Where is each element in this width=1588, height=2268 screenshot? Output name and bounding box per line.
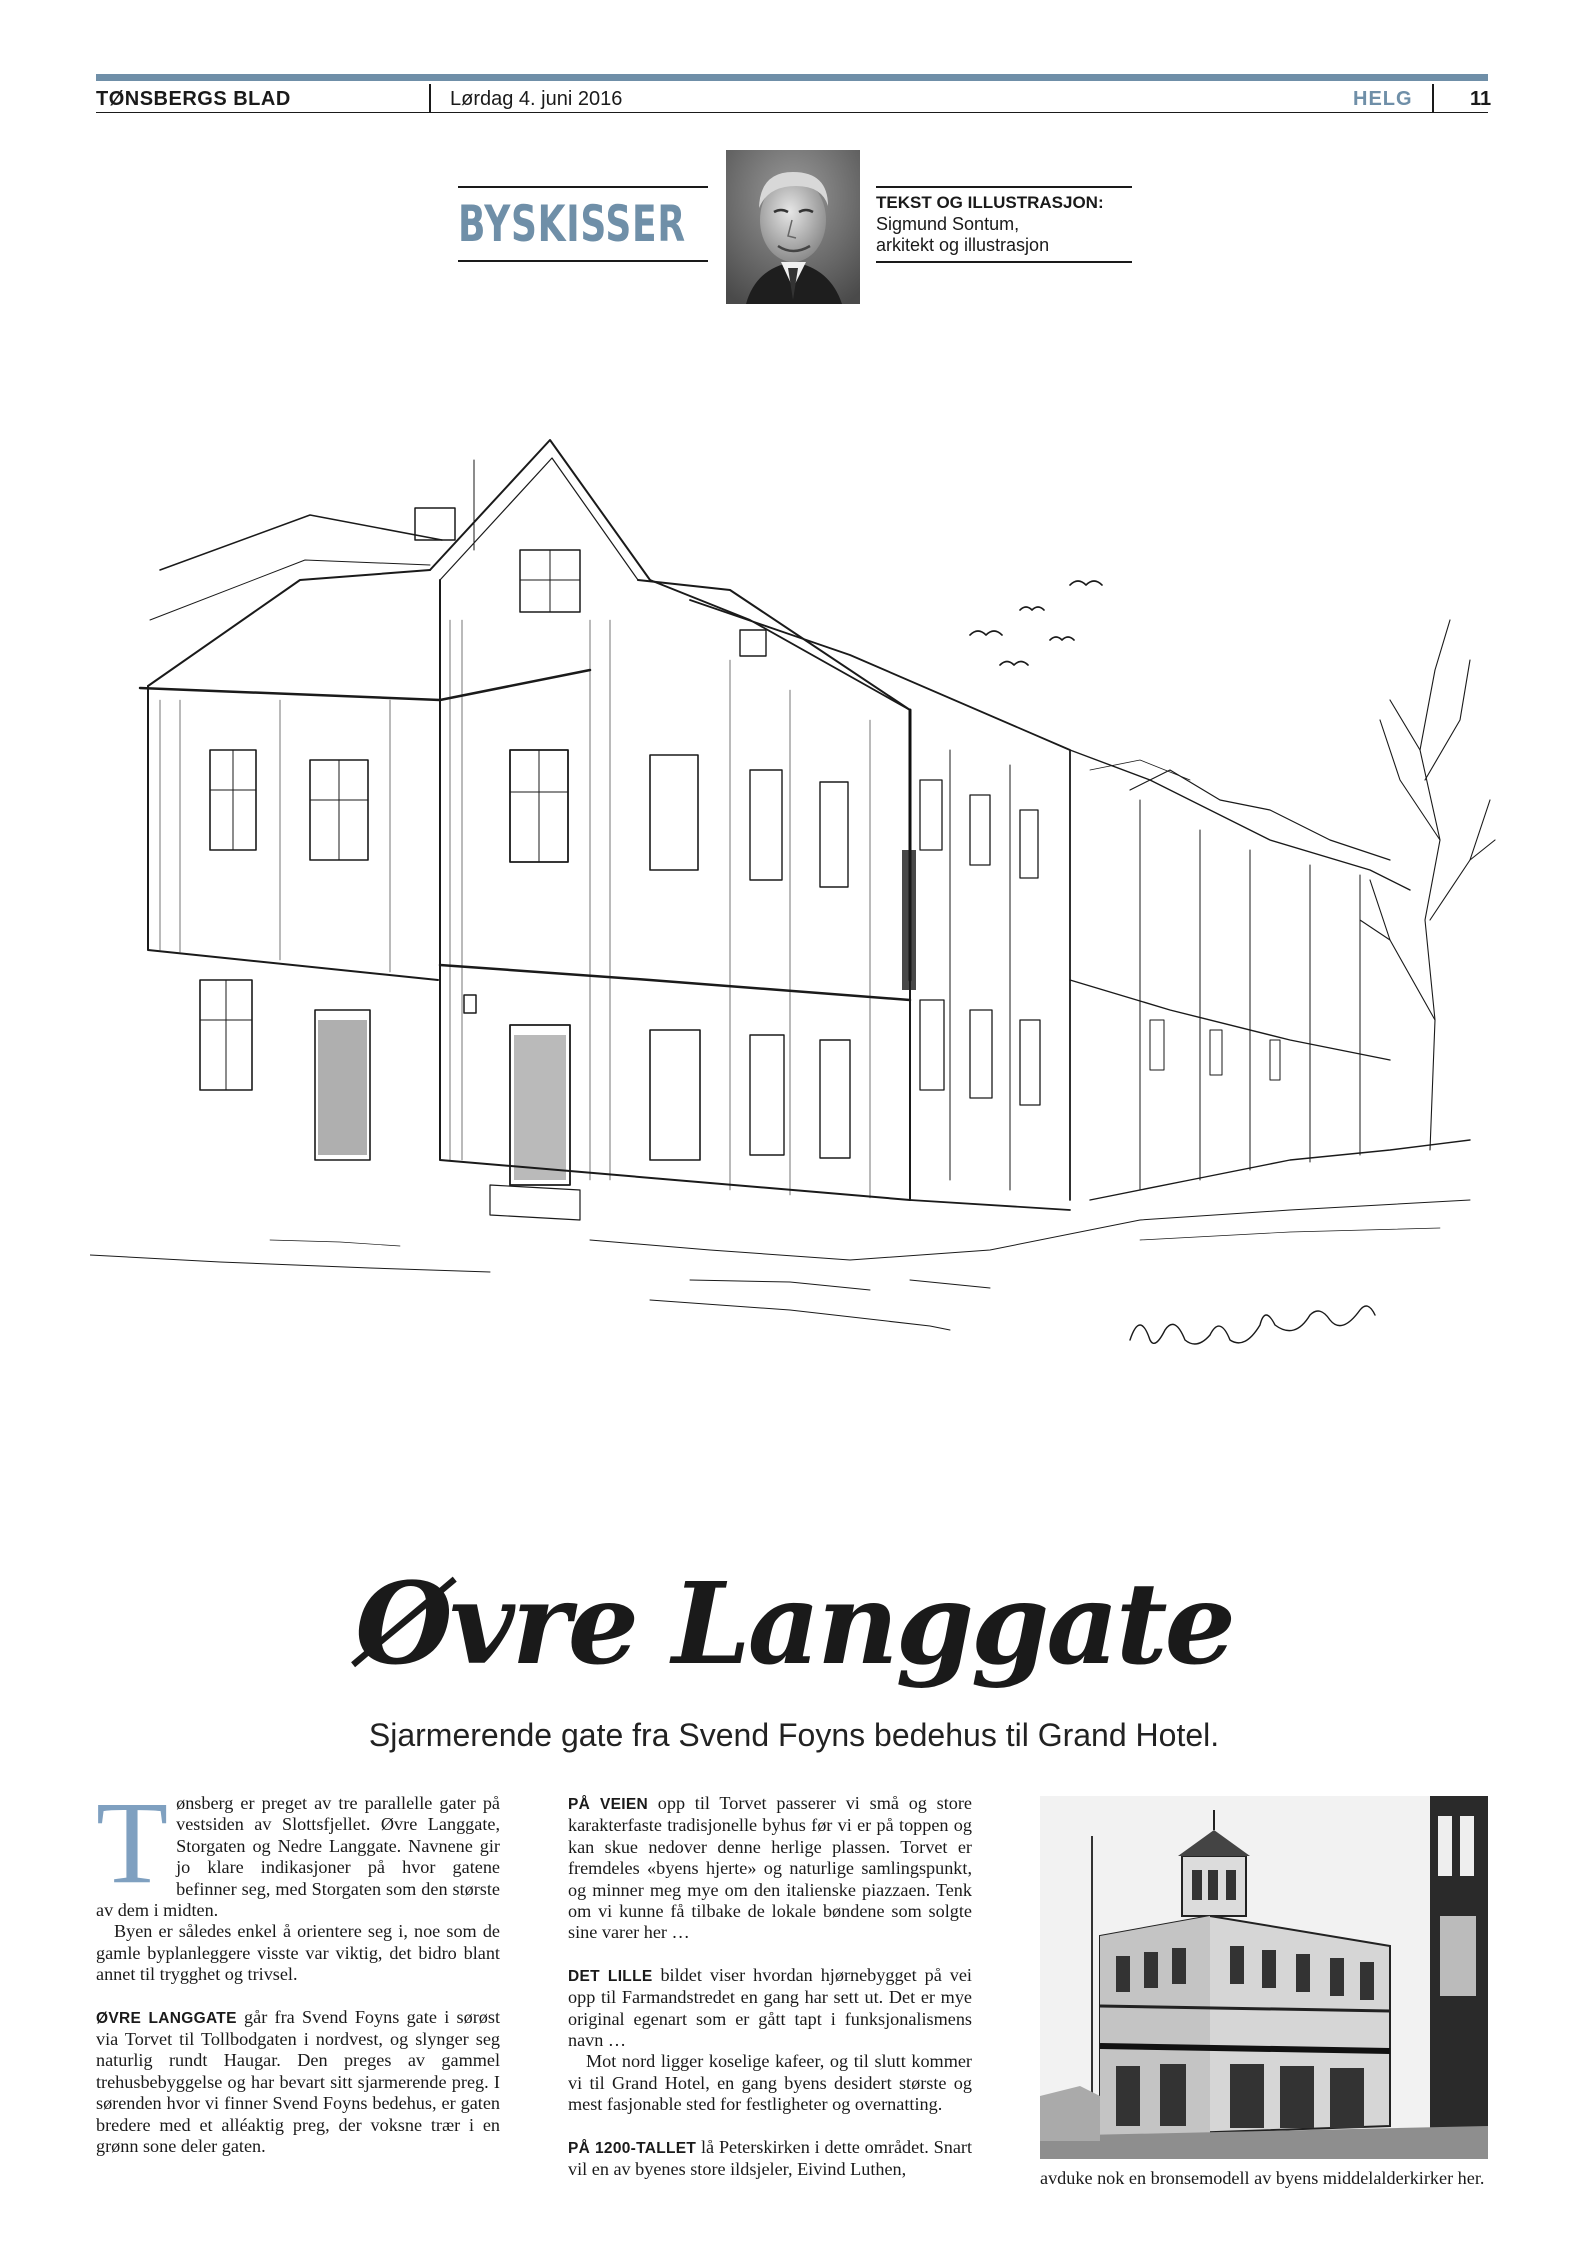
street-sketch-illustration — [90, 420, 1500, 1410]
article-title: Øvre Langgate — [355, 1559, 1233, 1690]
series-kicker: BYSKISSER — [458, 195, 686, 253]
birds — [970, 581, 1102, 665]
credit-heading: TEKST OG ILLUSTRASJON: — [876, 193, 1104, 212]
kicker-rule-bottom — [458, 260, 708, 262]
publication-name: TØNSBERGS BLAD — [96, 88, 291, 110]
paragraph-text: opp til Torvet passerer vi små og store karakterfaste tradisjonelle byhus før vi er på toppen og kan skue nedover denne herlige plassen. Torvet er fremdeles «byens hjerte» og naturlige samlingspunkt, og minner meg mye om den italienske piazzaen. Tenk om vi kunne få tilbake de lokale bøndene som solgte sine varer her … — [568, 1793, 972, 1943]
article-column-1 — [96, 1777, 501, 2158]
body-paragraph: Mot nord ligger koselige kafeer, og til slutt kommer vi til Grand Hotel, en gang byens desidert største og mest fasjonable sted for festligheter og overnatting. — [568, 2051, 972, 2115]
drop-cap: T — [96, 1777, 169, 1908]
kicker-rule-top — [458, 186, 708, 188]
article-column-2 — [568, 1793, 972, 2181]
intro-text: ønsberg er preget av tre parallelle gater på vestsiden av Slottsfjellet. Øvre Langgate, Storgaten og Nedre Langgate. Navnene gir jo klare indikasjoner på hvor gatene befinner seg, med Storgaten som den største av dem i midten. — [96, 1793, 500, 1921]
credit-role: arkitekt og illustrasjon — [876, 235, 1050, 255]
credit-rule-bottom — [876, 261, 1132, 263]
header-divider — [429, 84, 431, 112]
issue-date: Lørdag 4. juni 2016 — [450, 88, 623, 110]
artist-signature — [1130, 1306, 1375, 1344]
intro-paragraph — [96, 1777, 500, 1921]
paragraph-text: går fra Svend Foyns gate i sørøst via Torvet til Tollbodgaten i nordvest, og slynger seg naturlig rundt Haugar. Den preges av gammel trehusbebyggelse og har bevart sitt sjarmerende preg. I sørenden hvor vi finner Svend Foyns bedehus, er gaten bredere med et alléaktig preg, der voksne trær i en grønn sone deler gaten. — [96, 2006, 501, 2157]
paragraph-text: bildet viser hvordan hjørnebygget på vei opp til Farmandstredet en gang har sett ut. Det er mye original egenart som er gått tapt i funksjonalismens navn … — [568, 1964, 972, 2051]
paragraph-lead-in: PÅ VEIEN — [568, 1796, 648, 1813]
paragraph-lead-in: ØVRE LANGGATE — [96, 2009, 237, 2027]
body-paragraph — [568, 2137, 972, 2181]
header-divider — [1432, 84, 1434, 112]
article-column-3-text: avduke nok en bronsemodell av byens middelalderkirker her. — [1040, 2168, 1485, 2188]
body-paragraph — [568, 1793, 972, 1944]
header-accent-bar — [96, 74, 1488, 81]
body-paragraph: Byen er således enkel å orientere seg i, noe som de gamle byplanleggere visste var viktig, det bidro blant annet til trygghet og trivsel. — [96, 1921, 500, 1985]
credit-rule-top — [876, 186, 1132, 188]
body-paragraph — [568, 1965, 972, 2052]
bare-tree — [1360, 620, 1495, 1150]
page-number: 11 — [1470, 88, 1492, 110]
article-subtitle: Sjarmerende gate fra Svend Foyns bedehus til Grand Hotel. — [368, 1717, 1220, 1753]
section-label: HELG — [1353, 88, 1413, 110]
paragraph-lead-in: PÅ 1200-TALLET — [568, 2139, 697, 2157]
corner-house — [140, 440, 910, 1220]
page-header — [96, 84, 1492, 113]
author-portrait — [726, 150, 860, 304]
paragraph-lead-in: DET LILLE — [568, 1967, 653, 1985]
body-paragraph — [96, 2007, 500, 2158]
credit-name: Sigmund Sontum, — [876, 214, 1020, 234]
paragraph-text: lå Peterskirken i dette området. Snart vil en av byenes store ildsjeler, Eivind Luthen, — [568, 2136, 972, 2180]
historic-corner-building-photo — [1040, 1796, 1488, 2159]
middle-house — [650, 580, 1070, 1210]
street-ground — [90, 1200, 1470, 1330]
